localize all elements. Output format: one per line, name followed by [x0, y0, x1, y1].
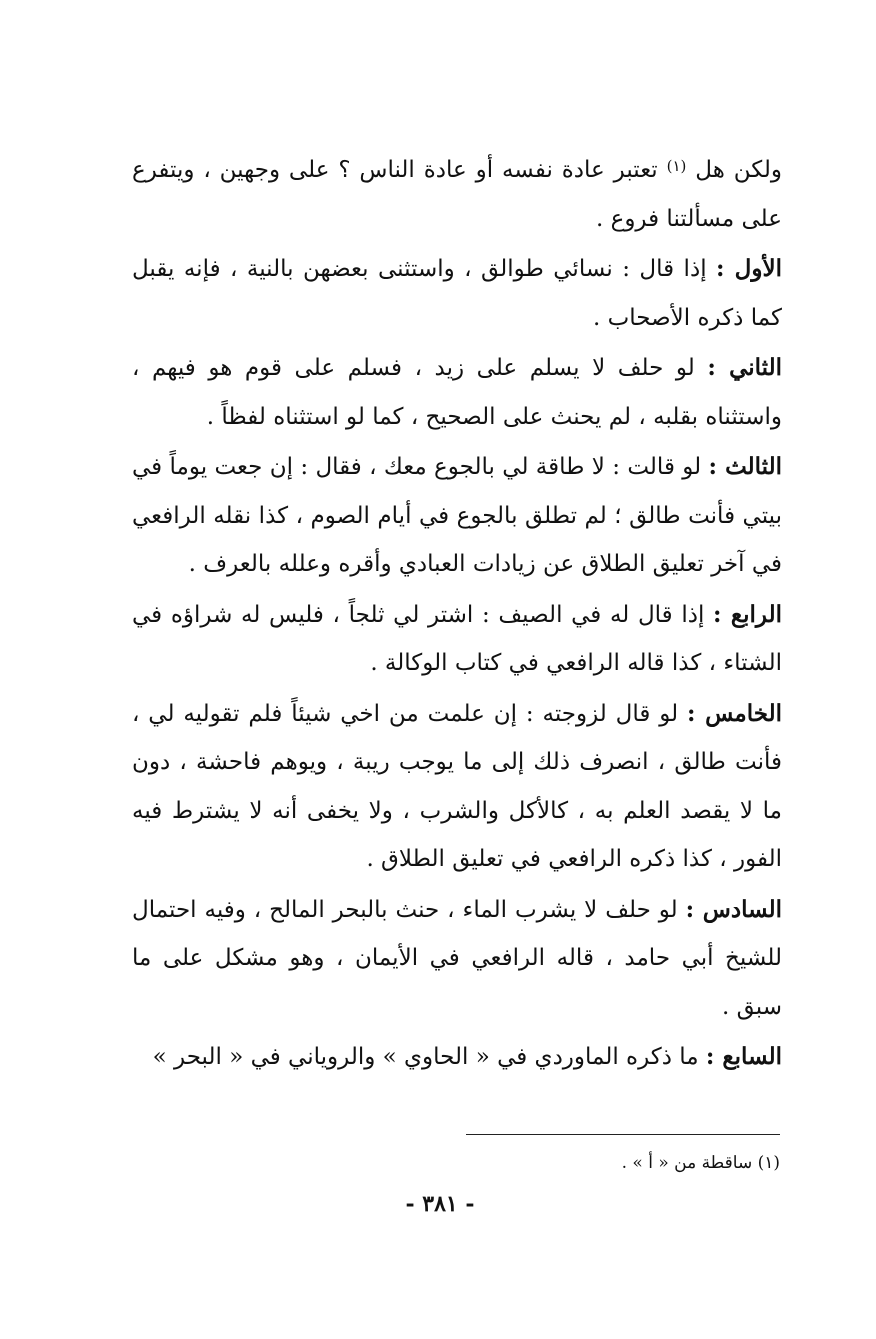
paragraph-text: لو قالت : لا طاقة لي بالجوع معك ، فقال : إن جعت يوماً في بيتي فأنت طالق ؛ لم تطلق بالجوع في أيام الصوم ، كذا نقله الرافعي في آخر تعليق الطلاق عن زيادات العبادي وأقره وعلله بالعرف . — [132, 454, 782, 577]
paragraph-text: لو حلف لا يسلم على زيد ، فسلم على قوم هو فيهم ، واستثناه بقلبه ، لم يحنث على الصحيح ، كما لو استثناه لفظاً . — [132, 355, 782, 430]
paragraph-text: إذا قال : نسائي طوالق ، واستثنى بعضهن بالنية ، فإنه يقبل كما ذكره الأصحاب . — [132, 256, 782, 331]
paragraph-text: ما ذكره الماوردي في « الحاوي » والروياني في « البحر » — [152, 1044, 699, 1070]
paragraph-text: إذا قال له في الصيف : اشتر لي ثلجاً ، فليس له شراؤه في الشتاء ، كذا قاله الرافعي في كتاب الوكالة . — [132, 601, 782, 676]
paragraph-heading: السابع : — [705, 1043, 782, 1070]
paragraph-heading: الثالث : — [708, 453, 783, 480]
intro-text: ولكن هل — [695, 157, 783, 183]
paragraph-second — [132, 344, 782, 441]
paragraph-text: لو قال لزوجته : إن علمت من اخي شيئاً فلم تقوليه لي ، فأنت طالق ، انصرف ذلك إلى ما يوجب ريبة ، ويوهم فاحشة ، دون ما لا يقصد العلم به ، كالأكل والشرب ، ولا يخفى أنه لا يشترط فيه الفور ، كذا ذكره الرافعي في تعليق الطلاق . — [132, 700, 782, 872]
paragraph-fourth — [132, 591, 782, 688]
paragraph-fifth — [132, 690, 782, 884]
page-number: - ٣٨١ - — [405, 1191, 475, 1217]
main-text — [132, 142, 782, 1082]
footnote-reference: (١) — [666, 157, 687, 175]
paragraph-heading: الأول : — [716, 255, 783, 282]
paragraph-third — [132, 443, 782, 589]
paragraph-heading: الرابع : — [713, 600, 783, 628]
paragraph-heading: الخامس : — [687, 699, 782, 727]
paragraph-text: لو حلف لا يشرب الماء ، حنث بالبحر المالح ، وفيه احتمال للشيخ أبي حامد ، قاله الرافعي في الأيمان ، وهو مشكل على ما سبق . — [132, 896, 782, 1020]
paragraph-sixth — [132, 886, 782, 1032]
paragraph-intro — [132, 142, 782, 243]
intro-rest: تعتبر عادة نفسه أو عادة الناس ؟ على وجهين ، ويتفرع على مسألتنا فروع . — [132, 157, 782, 232]
paragraph-heading: السادس : — [685, 895, 783, 923]
paragraph-seventh — [132, 1033, 782, 1082]
footnote-divider — [466, 1134, 780, 1135]
paragraph-heading: الثاني : — [707, 354, 783, 381]
footnote: (١) ساقطة من « أ » . — [621, 1153, 780, 1173]
paragraph-first — [132, 245, 782, 342]
